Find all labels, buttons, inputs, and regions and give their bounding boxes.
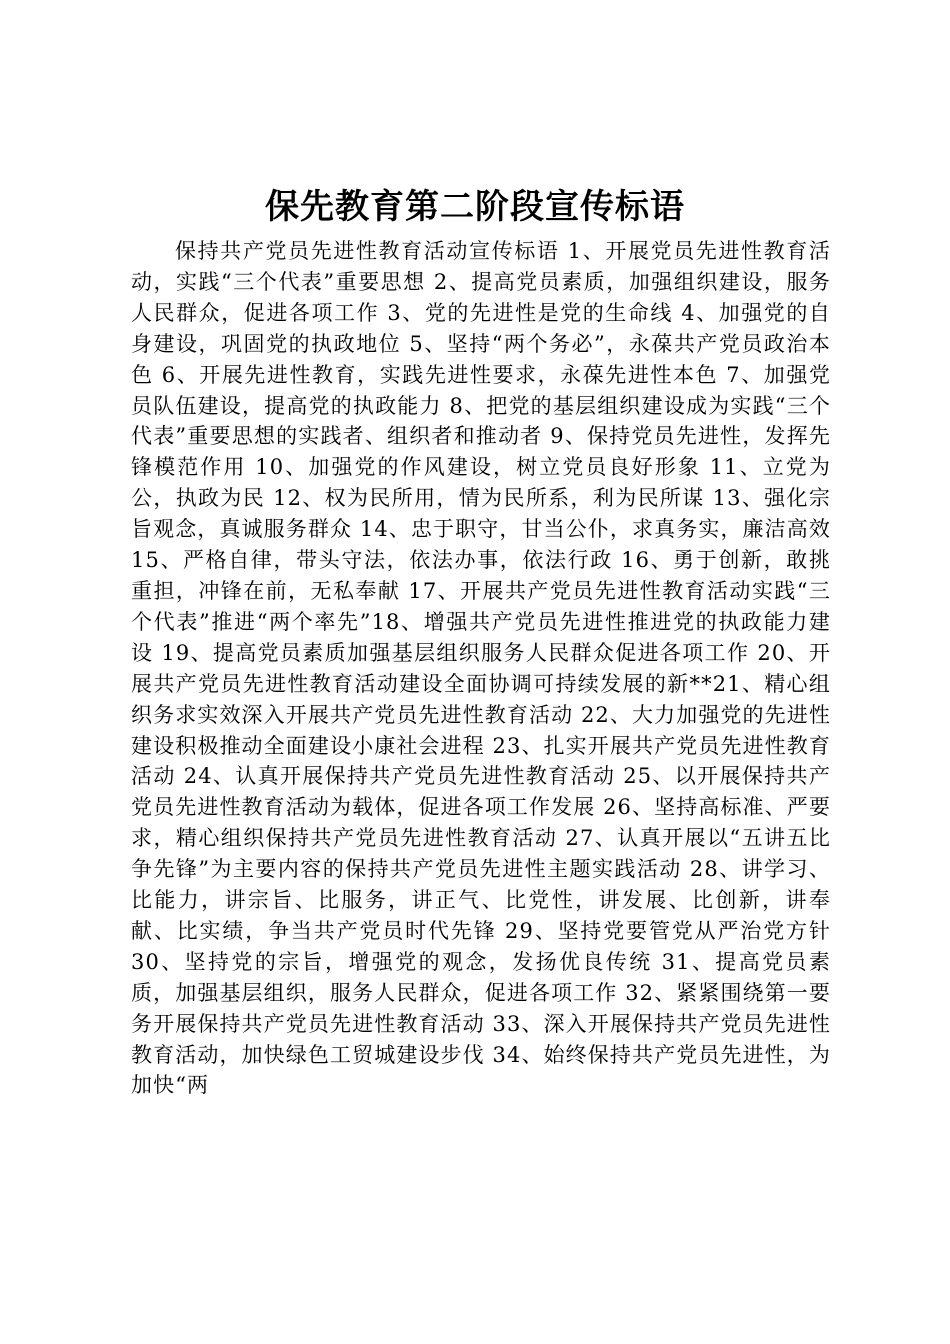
document-body-paragraph: 保持共产党员先进性教育活动宣传标语 1、开展党员先进性教育活动，实践“三个代表”重要思想 2、提高党员素质，加强组织建设，服务人民群众，促进各项工作 3、党的先进性是党的生命线 4、加强党的自身建设，巩固党的执政地位 5、坚持“两个务必”，永葆共产党员政治本色 6、开展先进性教育，实践先进性要求，永葆先进性本色 7、加强党员队伍建设，提高党的执政能力 8、把党的基层组织建设成为实践“三个代表”重要思想的实践者、组织者和推动者 9、保持党员先进性，发挥先锋模范作用 10、加强党的作风建设，树立党员良好形象 11、立党为公，执政为民 12、权为民所用，情为民所系，利为民所谋 13、强化宗旨观念，真诚服务群众 14、忠于职守，甘当公仆，求真务实，廉洁高效 15、严格自律，带头守法，依法办事，依法行政 16、勇于创新，敢挑重担，冲锋在前，无私奉献 17、开展共产党员先进性教育活动实践“三个代表”推进“两个率先”18、增强共产党员先进性推进党的执政能力建设 19、提高党员素质加强基层组织服务人民群众促进各项工作 20、开展共产党员先进性教育活动建设全面协调可持续发展的新**21、精心组织务求实效深入开展共产党员先进性教育活动 22、大力加强党的先进性建设积极推动全面建设小康社会进程 23、扎实开展共产党员先进性教育活动 24、认真开展保持共产党员先进性教育活动 25、以开展保持共产党员先进性教育活动为载体，促进各项工作发展 26、坚持高标准、严要求，精心组织保持共产党员先进性教育活动 27、认真开展以“五讲五比争先锋”为主要内容的保持共产党员先进性主题实践活动 28、讲学习、比能力，讲宗旨、比服务，讲正气、比党性，讲发展、比创新，讲奉献、比实绩，争当共产党员时代先锋 29、坚持党要管党从严治党方针 30、坚持党的宗旨，增强党的观念，发扬优良传统 31、提高党员素质，加强基层组织，服务人民群众，促进各项工作 32、紧紧围绕第一要务开展保持共产党员先进性教育活动 33、深入开展保持共产党员先进性教育活动，加快绿色工贸城建设步伐 34、始终保持共产党员先进性，为加快“两	[131, 239, 831, 1098]
document-title: 保先教育第二阶段宣传标语	[265, 187, 685, 227]
